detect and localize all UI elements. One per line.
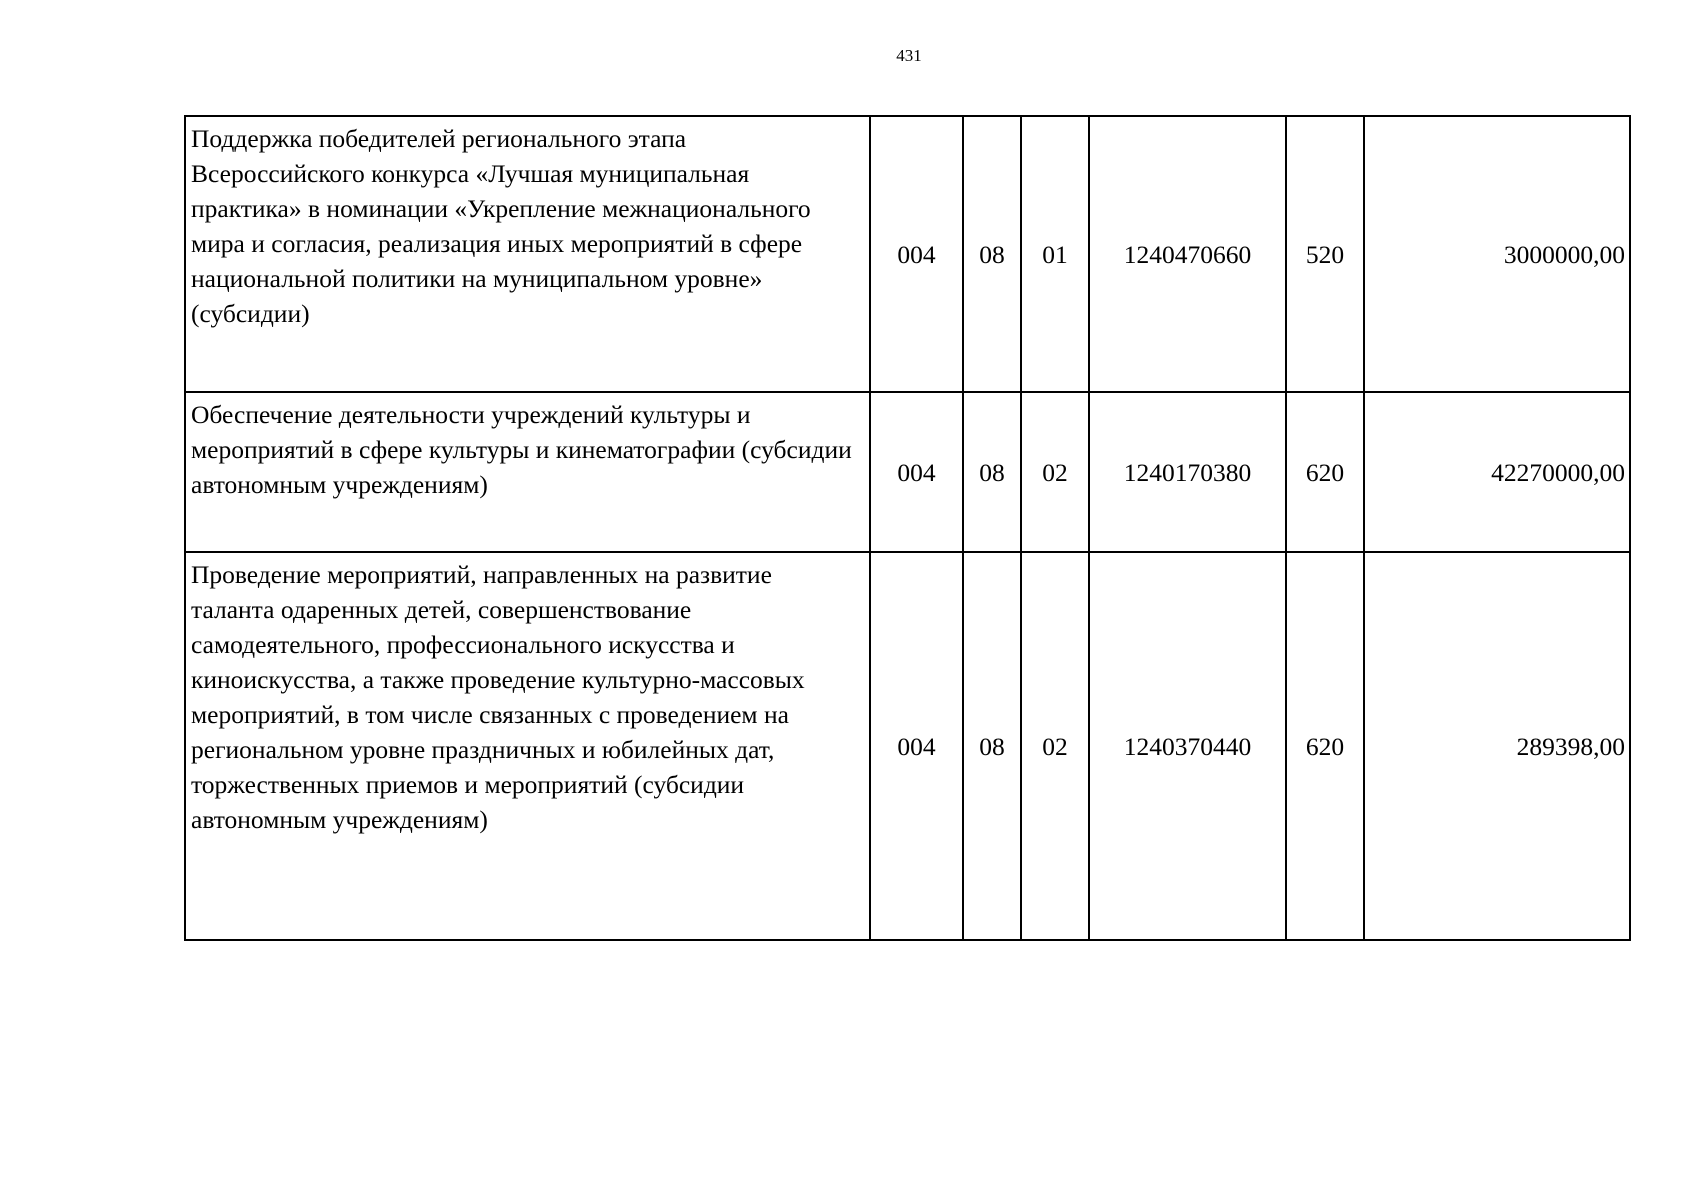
expense-type-code: 520 bbox=[1286, 116, 1364, 392]
table-row bbox=[185, 392, 1630, 552]
section-code: 08 bbox=[963, 116, 1021, 392]
ministry-code: 004 bbox=[870, 552, 963, 940]
table-row bbox=[185, 116, 1630, 392]
section-code: 08 bbox=[963, 392, 1021, 552]
subsection-code: 02 bbox=[1021, 552, 1089, 940]
ministry-code: 004 bbox=[870, 116, 963, 392]
amount: 42270000,00 bbox=[1364, 392, 1630, 552]
expense-description: Поддержка победителей регионального этапа Всероссийского конкурса «Лучшая муниципальная практика» в номинации «Укрепление межнационального мира и согласия, реализация иных мероприятий в сфере национальной политики на муниципальном уровне» (субсидии) bbox=[185, 116, 870, 392]
page-number: 431 bbox=[896, 46, 922, 65]
target-article-code: 1240370440 bbox=[1089, 552, 1286, 940]
subsection-code: 02 bbox=[1021, 392, 1089, 552]
subsection-code: 01 bbox=[1021, 116, 1089, 392]
target-article-code: 1240470660 bbox=[1089, 116, 1286, 392]
amount: 3000000,00 bbox=[1364, 116, 1630, 392]
expense-description: Проведение мероприятий, направленных на развитие таланта одаренных детей, совершенствование самодеятельного, профессионального искусства и киноискусства, а также проведение культурно-массовых мероприятий, в том числе связанных с проведением на региональном уровне праздничных и юбилейных дат, торжественных приемов и мероприятий (субсидии автономным учреждениям) bbox=[185, 552, 870, 940]
table-row bbox=[185, 552, 1630, 940]
target-article-code: 1240170380 bbox=[1089, 392, 1286, 552]
amount: 289398,00 bbox=[1364, 552, 1630, 940]
expense-description: Обеспечение деятельности учреждений культуры и мероприятий в сфере культуры и кинематографии (субсидии автономным учреждениям) bbox=[185, 392, 870, 552]
expense-type-code: 620 bbox=[1286, 392, 1364, 552]
budget-table bbox=[184, 115, 1631, 941]
ministry-code: 004 bbox=[870, 392, 963, 552]
expense-type-code: 620 bbox=[1286, 552, 1364, 940]
section-code: 08 bbox=[963, 552, 1021, 940]
